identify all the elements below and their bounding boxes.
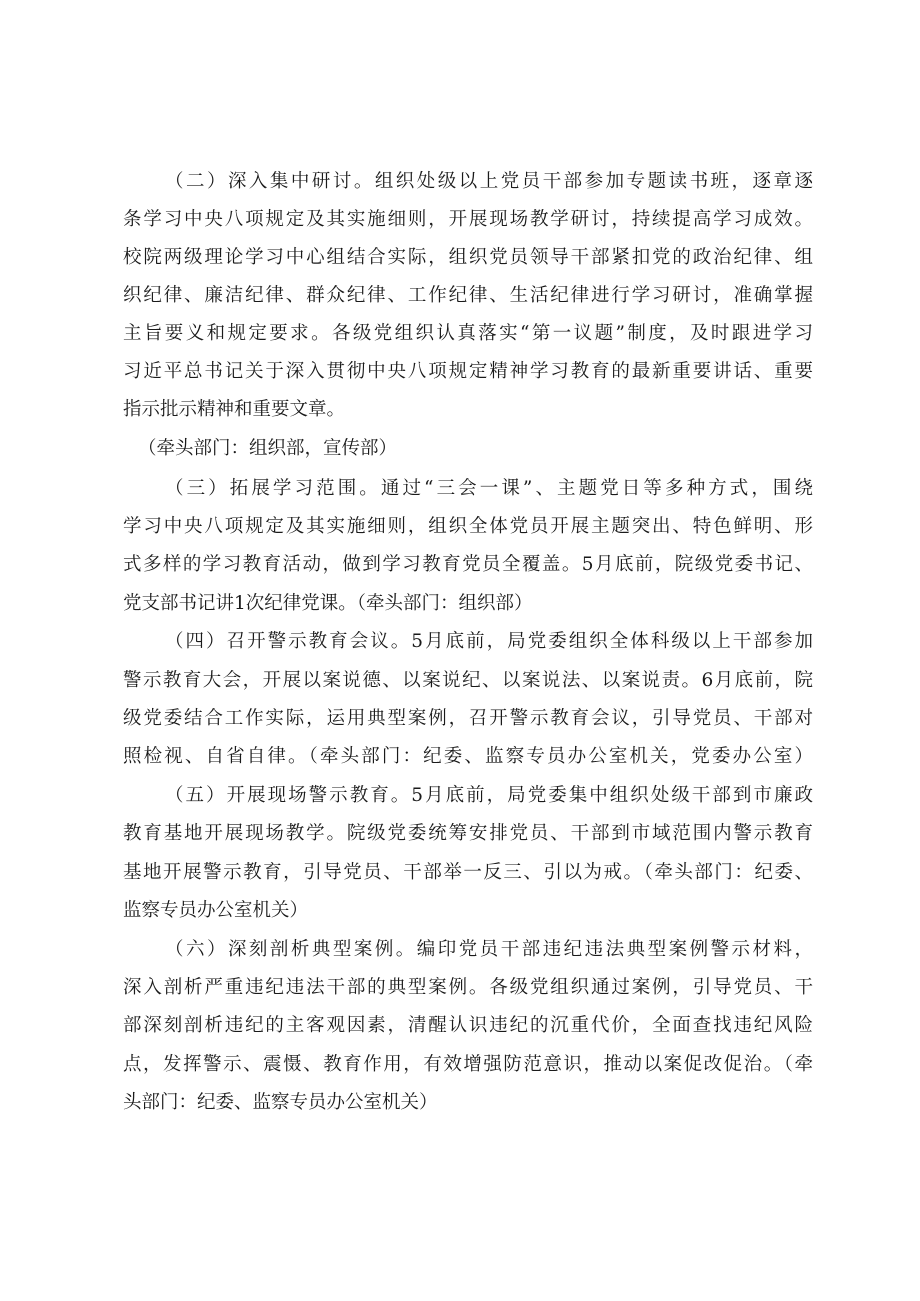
paragraph-line: 式多样的学习教育活动，做到学习教育党员全覆盖。5月底前，院级党委书记、 (123, 554, 813, 575)
paragraph-line: 级党委结合工作实际，运用典型案例，召开警示教育会议，引导党员、干部对 (123, 708, 813, 729)
paragraph-line: （六）深刻剖析典型案例。编印党员干部违纪违法典型案例警示材料， (165, 939, 813, 960)
paragraph-line: 学习中央八项规定及其实施细则，组织全体党员开展主题突出、特色鲜明、形 (123, 516, 813, 537)
paragraph-line: 头部门：纪委、监察专员办公室机关） (123, 1092, 438, 1113)
paragraph-line: 校院两级理论学习中心组结合实际，组织党员领导干部紧扣党的政治纪律、组 (123, 247, 813, 268)
paragraph-line: 监察专员办公室机关） (123, 900, 309, 921)
paragraph-line: 警示教育大会，开展以案说德、以案说纪、以案说法、以案说责。6月底前，院 (123, 670, 813, 691)
paragraph-line: 主旨要义和规定要求。各级党组织认真落实“第一议题”制度，及时跟进学习 (123, 323, 813, 344)
paragraph-line: （四）召开警示教育会议。5月底前，局党委组织全体科级以上干部参加 (165, 631, 813, 652)
paragraph-line: 指示批示精神和重要文章。 (123, 399, 346, 420)
paragraph-line: 党支部书记讲1次纪律党课。（牵头部门：组织部） (123, 593, 533, 614)
paragraph-line: 点，发挥警示、震慑、教育作用，有效增强防范意识，推动以案促改促治。（牵 (123, 1054, 813, 1075)
paragraph-line: 基地开展警示教育，引导党员、干部举一反三、引以为戒。（牵头部门：纪委、 (123, 862, 813, 883)
paragraph-line: 教育基地开展现场教学。院级党委统筹安排党员、干部到市域范围内警示教育 (123, 823, 813, 844)
paragraph-line: 习近平总书记关于深入贯彻中央八项规定精神学习教育的最新重要讲话、重要 (123, 361, 813, 382)
paragraph-line: 深入剖析严重违纪违法干部的典型案例。各级党组织通过案例，引导党员、干 (123, 977, 813, 998)
paragraph-line: 条学习中央八项规定及其实施细则，开展现场教学研讨，持续提高学习成效。 (123, 209, 813, 230)
paragraph-line: （二）深入集中研讨。组织处级以上党员干部参加专题读书班，逐章逐 (165, 171, 813, 192)
paragraph-line: （五）开展现场警示教育。5月底前，局党委集中组织处级干部到市廉政 (165, 785, 813, 806)
lead-department-note: （牵头部门：组织部，宣传部） (138, 438, 398, 459)
paragraph-line: 织纪律、廉洁纪律、群众纪律、工作纪律、生活纪律进行学习研讨，准确掌握 (123, 285, 813, 306)
paragraph-line: （三）拓展学习范围。通过“三会一课”、主题党日等多种方式，围绕 (165, 478, 813, 499)
paragraph-line: 照检视、自省自律。（牵头部门：纪委、监察专员办公室机关，党委办公室） (123, 746, 813, 767)
paragraph-line: 部深刻剖析违纪的主客观因素，清醒认识违纪的沉重代价，全面查找违纪风险 (123, 1015, 813, 1036)
